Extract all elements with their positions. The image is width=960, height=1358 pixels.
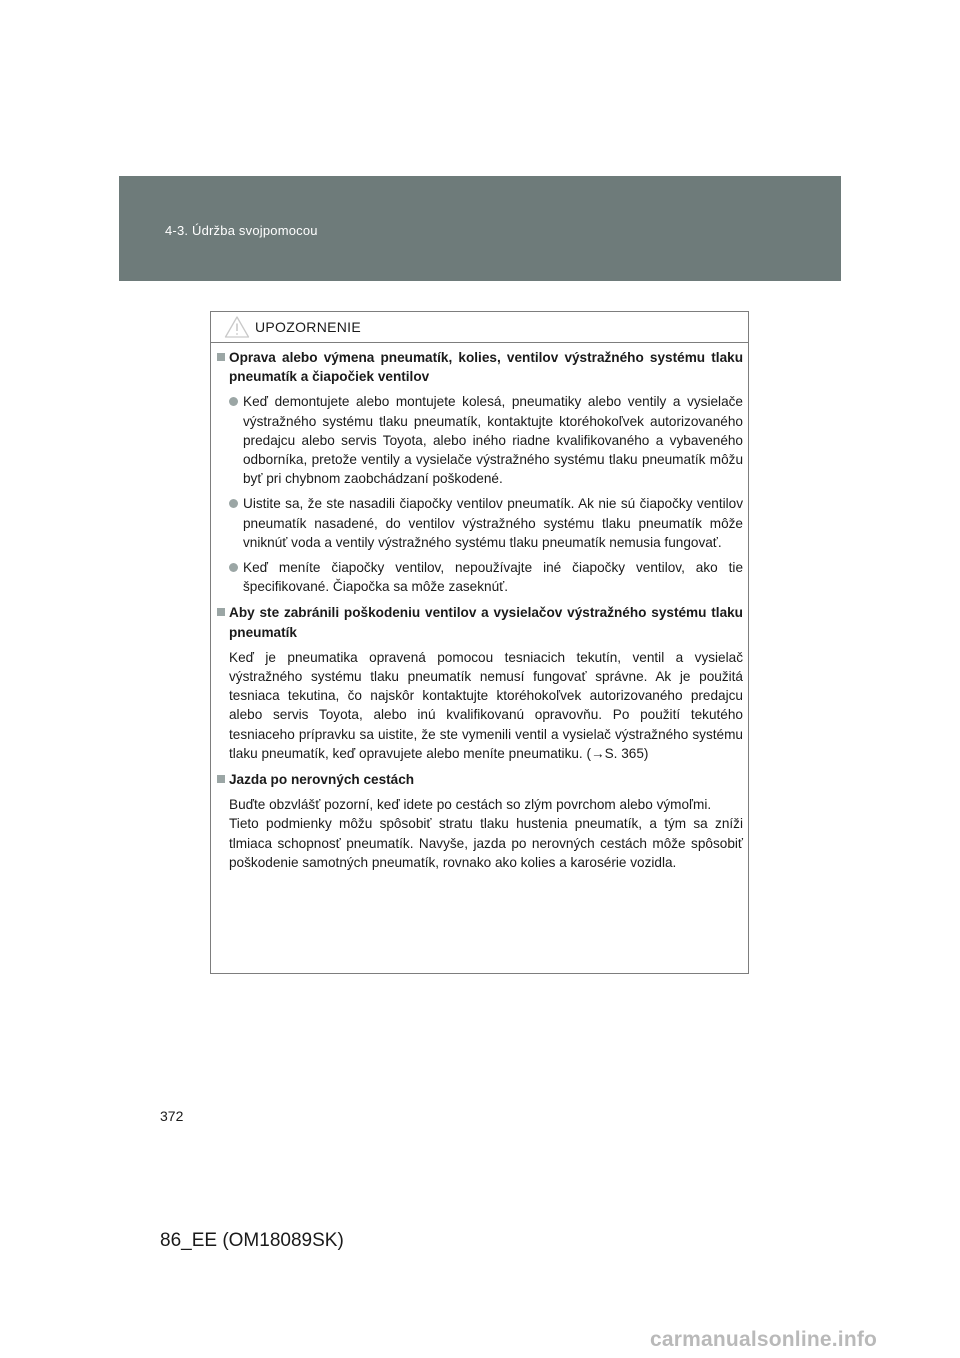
warning-block-repair	[217, 348, 743, 596]
warning-header	[211, 312, 748, 343]
warning-block-damage-prevention	[217, 603, 743, 763]
warning-triangle-icon	[224, 315, 250, 339]
section-title: 4-3. Údržba svojpomocou	[165, 223, 318, 238]
list-item-text: Keď demontujete alebo montujete kolesá, pneumatiky alebo ventily a vysielače výstražného systému tlaku pneumatík, kontaktujte ktoréhokoľvek autorizovaného predajcu alebo servis Toyota, alebo iného riadne kvalifikovaného a vybaveného odborníka, pretože ventily a vysielače výstražného systému tlaku pneumatík môžu byť pri chybnom zaobchádzaní poškodené.	[243, 394, 743, 487]
paragraph-line: Buďte obzvlášť pozorní, keď idete po cestách so zlým povrchom alebo výmoľmi.	[229, 797, 712, 813]
site-watermark: carmanualsonline.info	[650, 1328, 878, 1351]
list-item	[217, 494, 743, 552]
round-bullet-icon	[229, 499, 238, 508]
block-heading	[217, 770, 743, 789]
round-bullet-icon	[229, 397, 238, 406]
square-bullet-icon	[217, 608, 225, 616]
list-item	[217, 392, 743, 488]
block-heading	[217, 603, 743, 641]
block-heading-text: Oprava alebo výmena pneumatík, kolies, ventilov výstražného systému tlaku pneumatík a čiapočiek ventilov	[229, 350, 743, 385]
block-heading-text: Jazda po nerovných cestách	[229, 772, 415, 788]
block-heading-text: Aby ste zabránili poškodeniu ventilov a vysielačov výstražného systému tlaku pneumatík	[229, 605, 743, 640]
document-code: 86_EE (OM18089SK)	[160, 1230, 344, 1251]
warning-box	[210, 311, 749, 974]
warning-title: UPOZORNENIE	[255, 319, 361, 335]
list-item	[217, 558, 743, 596]
paragraph	[217, 795, 743, 872]
square-bullet-icon	[217, 775, 225, 783]
list-item-text: Uistite sa, že ste nasadili čiapočky ventilov pneumatík. Ak nie sú čiapočky ventilov pneumatík nasadené, do ventilov výstražného systému tlaku pneumatík môže vniknúť voda a ventily výstražného systému tlaku pneumatík nemusia fungovať.	[243, 496, 743, 550]
paragraph-line: Tieto podmienky môžu spôsobiť stratu tlaku hustenia pneumatík, a tým sa zníži tlmiaca schopnosť pneumatík. Navyše, jazda po nerovných cestách môže spôsobiť poškodenie samotných pneumatík, rovnako ako kolies a karosérie vozidla.	[229, 816, 743, 870]
block-heading	[217, 348, 743, 386]
paragraph: Keď je pneumatika opravená pomocou tesniacich tekutín, ventil a vysielač výstražného systému tlaku pneumatík nemusí fungovať správne. Ak je použitá tesniaca tekutina, čo najskôr kontaktujte ktoréhokoľvek autorizovaného predajcu alebo servis Toyota, alebo inú kvalifikovanú opravovňu. Po použití tekutého tesniaceho prípravku sa uistite, že ste vymenili ventil a vysielač výstražného systému tlaku pneumatík, keď opravujete alebo meníte pneumatiku. (→S. 365)	[229, 649, 743, 761]
round-bullet-icon	[229, 563, 238, 572]
list-item-text: Keď meníte čiapočky ventilov, nepoužívajte iné čiapočky ventilov, ako tie špecifikované. Čiapočka sa môže zaseknúť.	[243, 560, 743, 595]
square-bullet-icon	[217, 353, 225, 361]
page-number: 372	[160, 1108, 184, 1124]
warning-body	[217, 348, 743, 879]
warning-block-rough-roads	[217, 770, 743, 872]
